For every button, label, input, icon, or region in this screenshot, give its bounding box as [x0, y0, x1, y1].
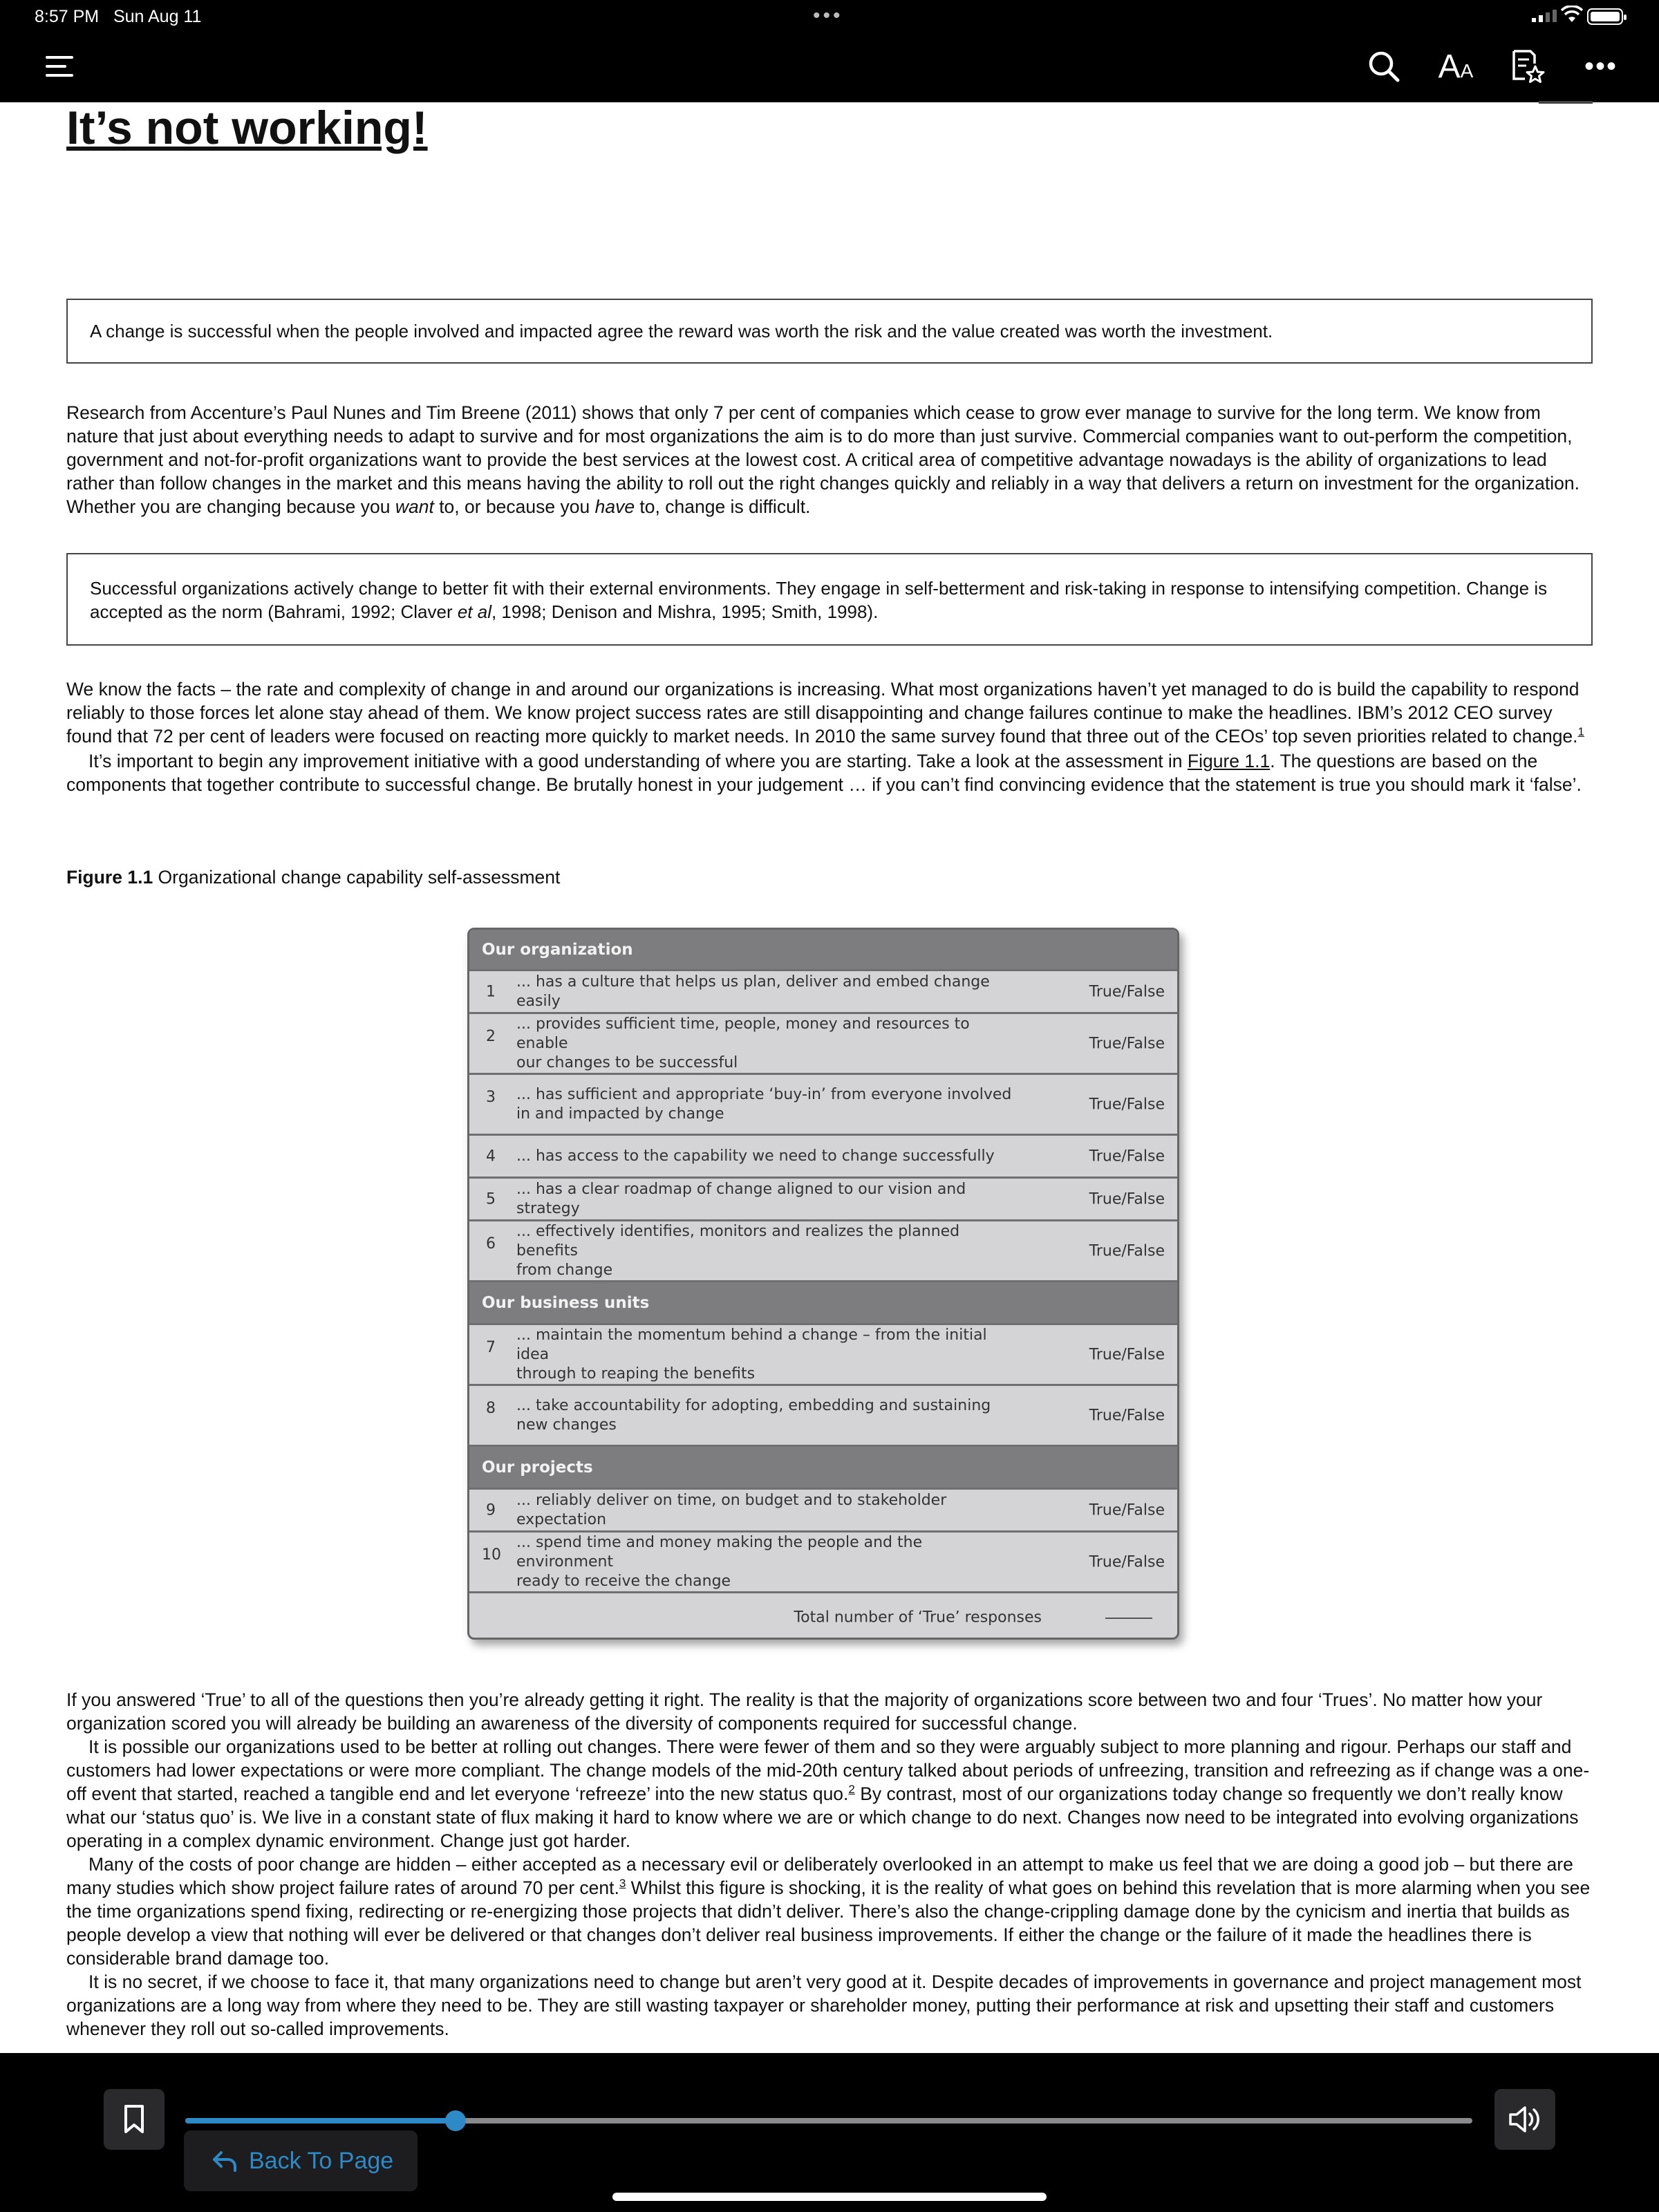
search-icon	[1367, 50, 1400, 83]
menu-icon	[46, 55, 73, 78]
true-false-option[interactable]: True/False	[1089, 1190, 1165, 1208]
progress-fill	[185, 2118, 456, 2124]
quote-box-successful-organizations: Successful organizations actively change to better fit with their external environments. They engage in self-betterment and risk-taking in response to intensifying competition. Change is accepted as the norm (Bahrami, 1992; Claver et al, 1998; Denison and Mishra, 1995; Smith, 1998).	[66, 553, 1593, 646]
total-row	[469, 1593, 1177, 1640]
true-false-option[interactable]: True/False	[1089, 1501, 1165, 1519]
table-row: 1 ... has a culture that helps us plan, deliver and embed change easily True/False	[469, 971, 1177, 1014]
true-false-option[interactable]: True/False	[1089, 1242, 1165, 1259]
cellular-signal-icon	[1532, 10, 1557, 22]
wifi-icon	[1561, 6, 1583, 30]
status-bar	[0, 0, 1659, 33]
section-header-organization: Our organization	[469, 930, 1177, 971]
bookmark-icon	[124, 2104, 144, 2135]
back-to-page-label: Back To Page	[249, 2147, 394, 2174]
section-header-projects: Our projects	[469, 1447, 1177, 1490]
battery-icon	[1587, 8, 1623, 25]
footnote-link-1[interactable]: 1	[1577, 725, 1585, 739]
table-row: 3 ... has sufficient and appropriate ‘buy-in’ from everyone involved in and impacted by change True/False	[469, 1075, 1177, 1136]
true-false-option[interactable]: True/False	[1089, 983, 1165, 1000]
paragraph-facts: We know the facts – the rate and complexity of change in and around our organizations is increasing. What most organizations haven’t yet managed to do is build the capability to respond reliably to those forces let alone stay ahead of them. We know project success rates are still disappointing and change failures continue to make the headlines. IBM’s 2012 CEO survey found that 72 per cent of leaders were focused on reacting more quickly to market needs. In 2010 the same survey found that three out of the CEOs’ top seven priorities related to change.$^1$ It’s important to begin any improvement initiative with a good understanding of where you are starting. Take a look at the assessment in Figure 1.1. The questions are based on the components that together contribute to successful change. Be brutally honest in your judgement … if you can’t find convincing evidence that the statement is true you should mark it ‘false’.	[66, 679, 1585, 795]
font-size-icon: AA	[1438, 48, 1474, 85]
table-row: 7 ... maintain the momentum behind a change – from the initial idea through to reaping the benefits True/False	[469, 1325, 1177, 1386]
multitask-dots[interactable]: •••	[813, 4, 843, 27]
page-title: It’s not working!	[66, 102, 428, 154]
total-label: Total number of ‘True’ responses	[794, 1609, 1042, 1627]
bottom-toolbar	[0, 2053, 1659, 2212]
speaker-icon	[1508, 2104, 1542, 2135]
slider-handle[interactable]	[445, 2110, 466, 2131]
document-content	[66, 97, 1593, 155]
paragraph-research: Research from Accenture’s Paul Nunes and Tim Breene (2011) shows that only 7 per cent of companies which cease to grow ever manage to survive for the long term. We know from nature that just about everything needs to adapt to survive and for most organizations the aim is to do more than just survive. Commercial companies want to out-perform the competition, government and not-for-profit organizations want to provide the best services at the lowest cost. A critical area of competitive advantage nowadays is the ability of organizations to lead rather than follow changes in the market and this means having the ability to roll out the right changes quickly and reliably in a way that delivers a return on investment for the organization. Whether you are changing because you want to, or because you have to, change is difficult.	[66, 402, 1580, 517]
bookmarks-list-button[interactable]	[1507, 46, 1548, 87]
figure-self-assessment-table	[467, 928, 1179, 1640]
section-header-business-units: Our business units	[469, 1282, 1177, 1325]
true-false-option[interactable]: True/False	[1089, 1147, 1165, 1165]
top-toolbar	[0, 0, 1659, 102]
home-indicator[interactable]	[612, 2193, 1047, 2201]
table-row: 2 ... provides sufficient time, people, money and resources to enable our changes to be successful True/False	[469, 1014, 1177, 1075]
search-button[interactable]	[1363, 46, 1405, 87]
true-false-option[interactable]: True/False	[1089, 1035, 1165, 1052]
true-false-option[interactable]: True/False	[1089, 1346, 1165, 1363]
bookmark-button[interactable]	[104, 2089, 165, 2150]
more-options-button[interactable]: •••	[1584, 50, 1618, 82]
table-row: 9 ... reliably deliver on time, on budget and to stakeholder expectation True/False	[469, 1490, 1177, 1533]
table-row: 5 ... has a clear roadmap of change aligned to our vision and strategy True/False	[469, 1179, 1177, 1221]
footnote-link-2[interactable]: 2	[848, 1783, 855, 1797]
table-row: 10 ... spend time and money making the people and the environment ready to receive the change True/False	[469, 1533, 1177, 1593]
bookmark-star-icon	[1510, 48, 1546, 84]
true-false-option[interactable]: True/False	[1089, 1553, 1165, 1571]
status-time: 8:57 PM Sun Aug 11	[35, 7, 202, 26]
table-row: 6 ... effectively identifies, monitors and realizes the planned benefits from change True/False	[469, 1221, 1177, 1282]
page-progress-slider[interactable]	[185, 2118, 1472, 2124]
true-false-option[interactable]: True/False	[1089, 1096, 1165, 1113]
figure-1-1-link[interactable]: Figure 1.1	[1187, 751, 1271, 771]
table-row: 8 ... take accountability for adopting, embedding and sustaining new changes True/False	[469, 1386, 1177, 1447]
font-settings-button[interactable]	[1435, 46, 1477, 87]
footnote-link-3[interactable]: 3	[619, 1877, 626, 1891]
figure-caption: Figure 1.1 Organizational change capability self-assessment	[66, 867, 561, 888]
back-arrow-icon	[212, 2150, 238, 2172]
menu-button[interactable]	[39, 46, 80, 87]
table-row: 4 ... has access to the capability we need to change successfully True/False	[469, 1136, 1177, 1179]
true-false-option[interactable]: True/False	[1089, 1407, 1165, 1424]
back-to-page-button[interactable]	[184, 2130, 418, 2191]
total-blank-line	[1105, 1618, 1152, 1619]
paragraph-after-figure: If you answered ‘True’ to all of the questions then you’re already getting it right. The reality is that the majority of organizations score between two and four ‘Trues’. No matter how your organization scored you will already be building an awareness of the diversity of components required for successful change. It is possible our organizations used to be better at rolling out changes. There were fewer of them and so they were arguably subject to more planning and rigour. Perhaps our staff and customers had lower expectations or were more compliant. The change models of the mid-20th century talked about periods of unfreezing, transition and refreezing as if change was a one-off event that started, reached a tangible end and let everyone ‘refreeze’ into the new status quo.$^2$ By contrast, most of our organizations today change so frequently we don’t really know what our ‘status quo’ is. We live in a constant state of flux making it hard to know where we are or which change to do next. Changes now need to be integrated into evolving organizations operating in a complex dynamic environment. Change just got harder. Many of the costs of poor change are hidden – either accepted as a necessary evil or deliberately overlooked in an attempt to make us feel that we are doing a good job – but there are many studies which show project failure rates of around 70 per cent.$^3$ Whilst this figure is shocking, it is the reality of what goes on behind this revelation that is more alarming when you see the time organizations spend fixing, redirecting or re-energizing those projects that didn’t deliver. There’s also the change-crippling damage done by the cynicism and inertia that builds as people develop a view that nothing will ever be delivered or that changes don’t deliver real business improvements. If either the change or the failure of it made the headlines there is considerable brand damage too. It is no secret, if we choose to face it, that many organizations need to change but aren’t very good at it. Despite decades of improvements in governance and project management most organizations are a long way from where they need to be. They are still wasting taxpayer or shareholder money, putting their performance at risk and upsetting their staff and customers whenever they roll out so-called improvements.	[66, 1689, 1591, 2039]
read-aloud-button[interactable]	[1494, 2089, 1555, 2150]
quote-box-definition: A change is successful when the people involved and impacted agree the reward was worth the risk and the value created was worth the investment.	[66, 299, 1593, 364]
